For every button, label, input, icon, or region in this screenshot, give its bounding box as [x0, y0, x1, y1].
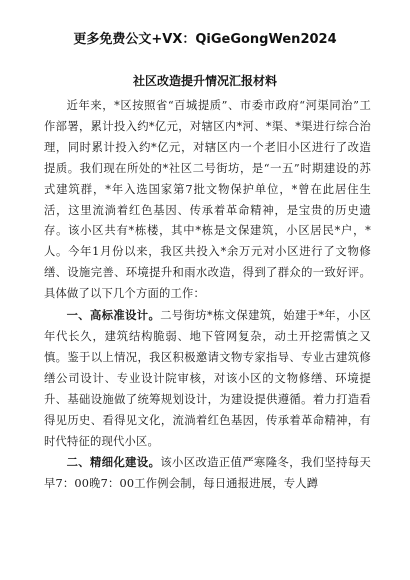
- section-heading: 二、精细化建设。: [66, 455, 161, 470]
- document-title: 社区改造提升情况汇报材料: [132, 74, 277, 88]
- section-heading: 一、高标准设计。: [66, 308, 161, 323]
- paragraph-text: 该小区改造正值严寒隆冬，我们坚持每天早7：00晚7：00工作例会制，每日通报进展，专人蹲: [44, 456, 371, 491]
- intro-paragraph: [44, 96, 371, 305]
- section-paragraph-design: [44, 305, 371, 452]
- promo-banner: 更多免费公文+VX：QiGeGongWen2024: [73, 32, 337, 47]
- document-body: [44, 96, 371, 495]
- paragraph-text: 近年来，*区按照省“百城提质”、市委市政府“河渠同治”工作部署，累计投入约*亿元，对辖区内*河、*渠、*渠进行综合治理，同时累计投入约*亿元，对辖区内一个老旧小区进行了改造提质。我们现在所处的*社区二号街坊，是“一五”时期建设的苏式建筑群，*年入选国家第7批文物保护单位，*曾在此居住生活，这里流淌着红色基因、传承着革命精神，是宝贵的历史遗存。该小区共有*栋楼，其中*栋是文保建筑，小区居民*户，*人。今年1月份以来，我区共投入*余万元对小区进行了文物修缮、设施完善、环境提升和雨水改造，得到了群众的一致好评。具体做了以下几个方面的工作：: [44, 99, 371, 301]
- paragraph-text: 二号街坊*栋文保建筑，始建于*年，小区年代长久，建筑结构脆弱、地下管网复杂，动土开挖需慎之又慎。鉴于以上情况，我区积极邀请文物专家指导、专业古建筑修缮公司设计、专业设计院审核，对该小区的文物修缮、环境提升、基础设施做了统筹规划设计，为建设提供遵循。着力打造看得见历史、看得见文化，流淌着红色基因，传承着革命精神，有时代特征的现代小区。: [44, 309, 371, 448]
- section-paragraph-construction: [44, 452, 371, 495]
